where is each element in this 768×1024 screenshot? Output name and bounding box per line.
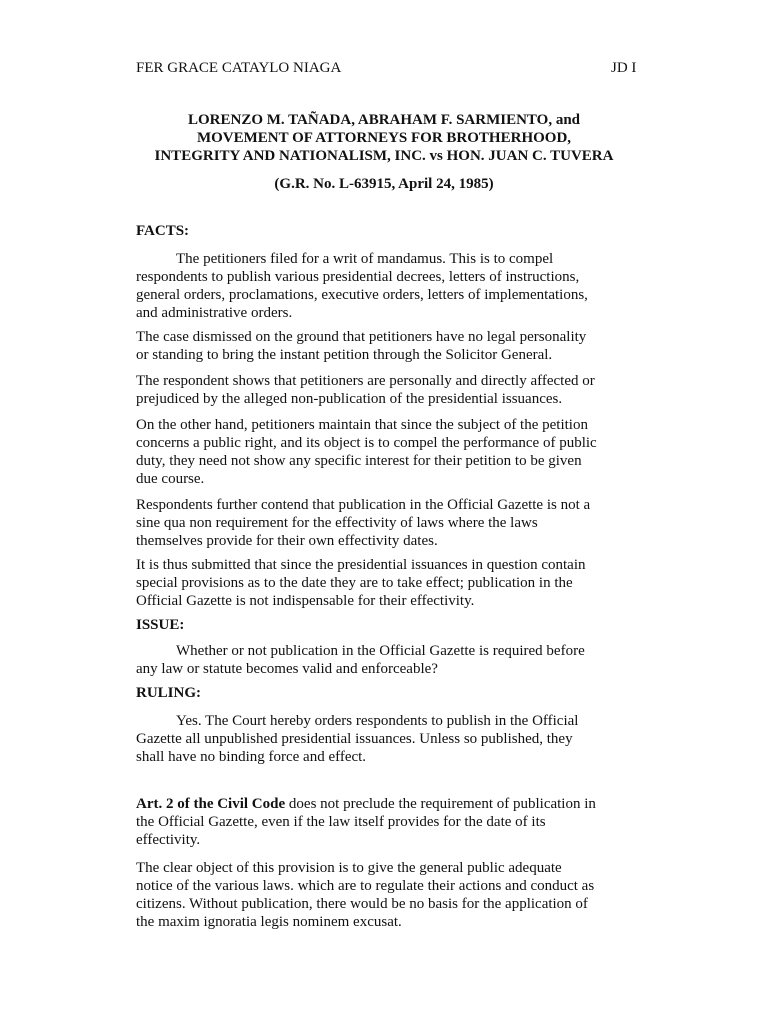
ruling-heading: RULING: xyxy=(136,685,202,701)
facts-paragraph: Respondents further contend that publication in the Official Gazette is not a sine qua non requirement for the effectivity of laws where the laws themselves provide for their own effectivity dates. xyxy=(136,497,591,549)
case-citation: (G.R. No. L-63915, April 24, 1985) xyxy=(274,176,494,192)
article-2-text: does not preclude the requirement of publication in the Official Gazette, even if the law itself provides for the date of its effectivity. xyxy=(136,796,596,848)
header-author: FER GRACE CATAYLO NIAGA xyxy=(136,60,342,76)
facts-paragraph: It is thus submitted that since the presidential issuances in question contain special provisions as to the date they are to take effect; publication in the Official Gazette is not indispensable for their effectivity. xyxy=(136,557,586,609)
facts-paragraph: The respondent shows that petitioners are personally and directly affected or prejudiced by the alleged non-publication of the presidential issuances. xyxy=(136,373,595,407)
ruling-text: Yes. The Court hereby orders respondents to publish in the Official Gazette all unpublished presidential issuances. Unless so published, they shall have no binding force and effect. xyxy=(136,713,579,765)
object-paragraph: The clear object of this provision is to give the general public adequate notice of the various laws. which are to regulate their actions and conduct as citizens. Without publication, there would be no basis for the application of the maxim ignoratia legis nominem excusat. xyxy=(136,860,595,930)
issue-text: Whether or not publication in the Official Gazette is required before any law or statute becomes valid and enforceable? xyxy=(136,643,585,677)
header-class: JD I xyxy=(611,60,637,76)
facts-heading: FACTS: xyxy=(136,223,190,239)
facts-paragraph: The case dismissed on the ground that petitioners have no legal personality or standing to bring the instant petition through the Solicitor General. xyxy=(136,329,587,363)
article-2-paragraph xyxy=(136,795,676,849)
facts-paragraph: The petitioners filed for a writ of mandamus. This is to compel respondents to publish various presidential decrees, letters of instructions, general orders, proclamations, executive orders, letters of implementations, and administrative orders. xyxy=(136,251,588,321)
issue-heading: ISSUE: xyxy=(136,617,185,633)
case-title: LORENZO M. TAÑADA, ABRAHAM F. SARMIENTO, and MOVEMENT OF ATTORNEYS FOR BROTHERHOOD, INTEGRITY AND NATIONALISM, INC. vs HON. JUAN C. TUVERA xyxy=(154,112,614,164)
article-2-reference: Art. 2 of the Civil Code xyxy=(136,796,286,812)
facts-paragraph: On the other hand, petitioners maintain that since the subject of the petition concerns a public right, and its object is to compel the performance of public duty, they need not show any specific interest for their petition to be given due course. xyxy=(136,417,597,487)
